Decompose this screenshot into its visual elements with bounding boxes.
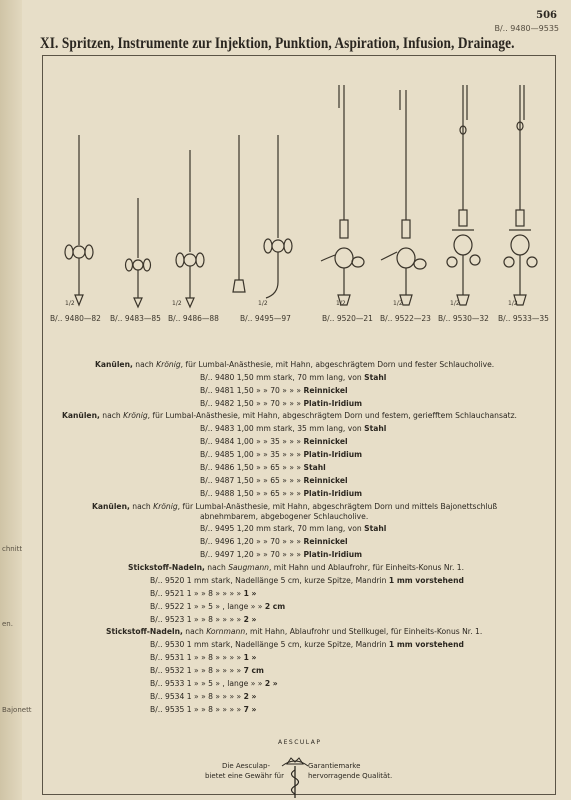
footer-text-right: hervorragende Qualität. <box>308 772 393 780</box>
spine-fragment: chnitt <box>2 545 23 553</box>
instrument-illustrations <box>42 80 556 320</box>
table-row: B/.. 9484 1,00 » » 35 » » » Reinnickel <box>200 437 348 446</box>
page-range: B/.. 9480—9535 <box>494 24 559 33</box>
figure-caption: B/.. 9495—97 <box>240 314 291 323</box>
table-row: B/.. 9482 1,50 » » 70 » » » Platin-Iridium <box>200 399 363 408</box>
brand-name: AESCULAP <box>278 739 322 746</box>
needle-9522-illustration <box>381 90 426 305</box>
table-row: B/.. 9532 1 » » 8 » » » » 7 cm <box>150 666 264 675</box>
spine-fragment: en. <box>2 620 13 628</box>
footer-text-left: bietet eine Gewähr für <box>205 772 284 780</box>
page-number: 506 <box>536 10 557 21</box>
section-heading: Stickstoff-Nadeln, nach Saugmann, mit Hahn und Ablaufrohr, für Einheits-Konus Nr. 1. <box>128 563 465 572</box>
table-row: B/.. 9522 1 » » 5 » , lange » » 2 cm <box>150 602 286 611</box>
table-row: B/.. 9534 1 » » 8 » » » » 2 » <box>150 692 257 701</box>
figure-caption: B/.. 9486—88 <box>168 314 219 323</box>
table-row: B/.. 9481 1,50 » » 70 » » » Reinnickel <box>200 386 348 395</box>
figure-caption: B/.. 9530—32 <box>438 314 489 323</box>
table-row: B/.. 9533 1 » » 5 » , lange » » 2 » <box>150 679 278 688</box>
cannula-9495-illustration <box>233 135 292 298</box>
section-heading: Kanülen, nach Krönig, für Lumbal-Anästhesie, mit Hahn, abgeschrägtem Dorn und festem, geriefftem Schlauchansatz. <box>62 411 517 420</box>
needle-9530-illustration <box>447 85 480 305</box>
scale-label: 1/2 <box>65 300 75 307</box>
scale-label: 1/2 <box>336 300 346 307</box>
table-row: B/.. 9486 1,50 » » 65 » » » Stahl <box>200 463 326 472</box>
cannula-9483-illustration <box>126 198 151 307</box>
figure-caption: B/.. 9483—85 <box>110 314 161 323</box>
scale-label: 1/2 <box>172 300 182 307</box>
figure-caption: B/.. 9480—82 <box>50 314 101 323</box>
table-row: B/.. 9535 1 » » 8 » » » » 7 » <box>150 705 257 714</box>
table-row: B/.. 9496 1,20 » » 70 » » » Reinnickel <box>200 537 348 546</box>
book-spine <box>0 0 22 800</box>
table-row: B/.. 9523 1 » » 8 » » » » 2 » <box>150 615 257 624</box>
section-heading-continued: abnehmbarem, abgebogener Schlaucholive. <box>200 512 369 521</box>
aesculap-logo <box>260 740 330 800</box>
spine-fragment: Bajonett <box>2 706 32 714</box>
table-row: B/.. 9495 1,20 mm stark, 70 mm lang, von Stahl <box>200 524 387 533</box>
footer-text-left: Die Aesculap- <box>222 762 270 770</box>
table-row: B/.. 9520 1 mm stark, Nadellänge 5 cm, kurze Spitze, Mandrin 1 mm vorstehend <box>150 576 464 585</box>
section-heading: Kanülen, nach Krönig, für Lumbal-Anästhesie, mit Hahn, abgeschrägtem Dorn und fester Schlaucholive. <box>95 360 495 369</box>
page-title: XI. Spritzen, Instrumente zur Injektion, Punktion, Aspiration, Infusion, Drainage. <box>40 35 515 52</box>
figure-caption: B/.. 9520—21 <box>322 314 373 323</box>
table-row: B/.. 9485 1,00 » » 35 » » » Platin-Iridium <box>200 450 363 459</box>
scale-label: 1/2 <box>393 300 403 307</box>
scale-label: 1/2 <box>508 300 518 307</box>
needle-9533-illustration <box>504 85 537 305</box>
needle-9520-illustration <box>321 85 364 305</box>
footer-text-right: Garantiemarke <box>308 762 361 770</box>
table-row: B/.. 9480 1,50 mm stark, 70 mm lang, von Stahl <box>200 373 387 382</box>
figure-caption: B/.. 9522—23 <box>380 314 431 323</box>
table-row: B/.. 9531 1 » » 8 » » » » 1 » <box>150 653 257 662</box>
cannula-9486-illustration <box>176 150 204 307</box>
scale-label: 1/2 <box>258 300 268 307</box>
figure-caption: B/.. 9533—35 <box>498 314 549 323</box>
section-heading: Kanülen, nach Krönig, für Lumbal-Anästhesie, mit Hahn, abgeschrägtem Dorn und mittels Bajonettschluß <box>92 502 498 511</box>
table-row: B/.. 9488 1,50 » » 65 » » » Platin-Iridium <box>200 489 363 498</box>
section-heading: Stickstoff-Nadeln, nach Kornmann, mit Hahn, Ablaufrohr und Stellkugel, für Einheits-Konus Nr. 1. <box>106 627 483 636</box>
scale-label: 1/2 <box>450 300 460 307</box>
table-row: B/.. 9483 1,00 mm stark, 35 mm lang, von Stahl <box>200 424 387 433</box>
table-row: B/.. 9497 1,20 » » 70 » » » Platin-Iridium <box>200 550 363 559</box>
cannula-9480-illustration <box>65 135 93 305</box>
table-row: B/.. 9530 1 mm stark, Nadellänge 5 cm, kurze Spitze, Mandrin 1 mm vorstehend <box>150 640 464 649</box>
table-row: B/.. 9521 1 » » 8 » » » » 1 » <box>150 589 257 598</box>
table-row: B/.. 9487 1,50 » » 65 » » » Reinnickel <box>200 476 348 485</box>
